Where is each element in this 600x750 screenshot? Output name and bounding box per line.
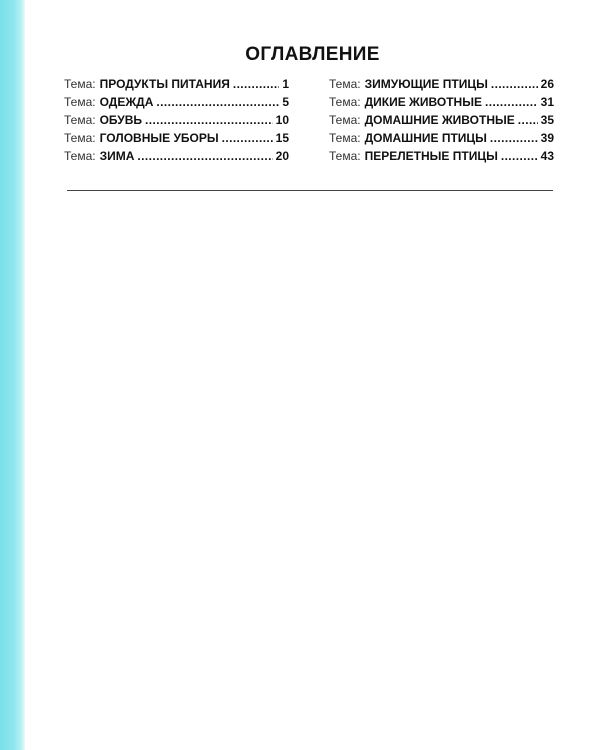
toc-column-right bbox=[329, 75, 554, 165]
toc-entry-prefix: Тема: bbox=[329, 149, 361, 163]
toc-entry-page: 31 bbox=[540, 95, 554, 109]
toc-entry-leader bbox=[490, 129, 538, 147]
toc-entry-page: 26 bbox=[540, 77, 554, 91]
toc-entry-prefix: Тема: bbox=[329, 77, 361, 91]
toc-entry-prefix: Тема: bbox=[64, 113, 96, 127]
toc-entry[interactable] bbox=[329, 147, 554, 165]
toc-entry[interactable] bbox=[329, 93, 554, 111]
toc-entry-leader bbox=[501, 147, 538, 165]
toc-entry-prefix: Тема: bbox=[64, 131, 96, 145]
toc-entry-page: 1 bbox=[282, 77, 289, 91]
toc-entry-leader bbox=[222, 129, 273, 147]
toc-entry-topic: ДОМАШНИЕ ЖИВОТНЫЕ bbox=[364, 113, 515, 127]
toc-entry-prefix: Тема: bbox=[64, 149, 96, 163]
toc-entry[interactable] bbox=[64, 75, 289, 93]
toc-entry-leader bbox=[233, 75, 279, 93]
toc-entry-topic: ДОМАШНИЕ ПТИЦЫ bbox=[364, 131, 487, 145]
page-edge-strip bbox=[0, 0, 25, 750]
toc-entry-page: 5 bbox=[282, 95, 289, 109]
toc-entry-leader bbox=[137, 147, 272, 165]
toc-entry-prefix: Тема: bbox=[329, 131, 361, 145]
toc-entry-topic: ПРОДУКТЫ ПИТАНИЯ bbox=[99, 77, 230, 91]
toc-entry-page: 43 bbox=[540, 149, 554, 163]
toc-entry-page: 10 bbox=[275, 113, 289, 127]
toc-column-left bbox=[64, 75, 289, 165]
document-page bbox=[25, 0, 600, 750]
section-divider bbox=[67, 190, 553, 191]
toc-entry-topic: ЗИМУЮЩИЕ ПТИЦЫ bbox=[364, 77, 488, 91]
toc-entry-topic: ДИКИЕ ЖИВОТНЫЕ bbox=[364, 95, 482, 109]
toc-entry-leader bbox=[491, 75, 538, 93]
toc-entry-leader bbox=[485, 93, 538, 111]
toc-entry[interactable] bbox=[329, 111, 554, 129]
toc-entry[interactable] bbox=[329, 129, 554, 147]
toc-entry[interactable] bbox=[64, 129, 289, 147]
toc-entry[interactable] bbox=[329, 75, 554, 93]
toc-entry-topic: ОБУВЬ bbox=[99, 113, 143, 127]
toc-entry-prefix: Тема: bbox=[64, 95, 96, 109]
toc-entry-page: 20 bbox=[275, 149, 289, 163]
toc-entry-page: 15 bbox=[275, 131, 289, 145]
toc-entry-leader bbox=[145, 111, 273, 129]
page-title: ОГЛАВЛЕНИЕ bbox=[245, 44, 380, 65]
toc-entry-topic: ГОЛОВНЫЕ УБОРЫ bbox=[99, 131, 219, 145]
toc-entry-leader bbox=[156, 93, 279, 111]
toc-entry-topic: ПЕРЕЛЕТНЫЕ ПТИЦЫ bbox=[364, 149, 498, 163]
toc-entry-page: 35 bbox=[540, 113, 554, 127]
toc-entry-prefix: Тема: bbox=[329, 113, 361, 127]
toc-entry-page: 39 bbox=[540, 131, 554, 145]
toc-entry-prefix: Тема: bbox=[329, 95, 361, 109]
toc-entry[interactable] bbox=[64, 93, 289, 111]
toc-entry[interactable] bbox=[64, 111, 289, 129]
toc-entry-topic: ЗИМА bbox=[99, 149, 135, 163]
toc-entry-prefix: Тема: bbox=[64, 77, 96, 91]
toc-entry-topic: ОДЕЖДА bbox=[99, 95, 154, 109]
toc-entry[interactable] bbox=[64, 147, 289, 165]
toc-entry-leader bbox=[518, 111, 538, 129]
